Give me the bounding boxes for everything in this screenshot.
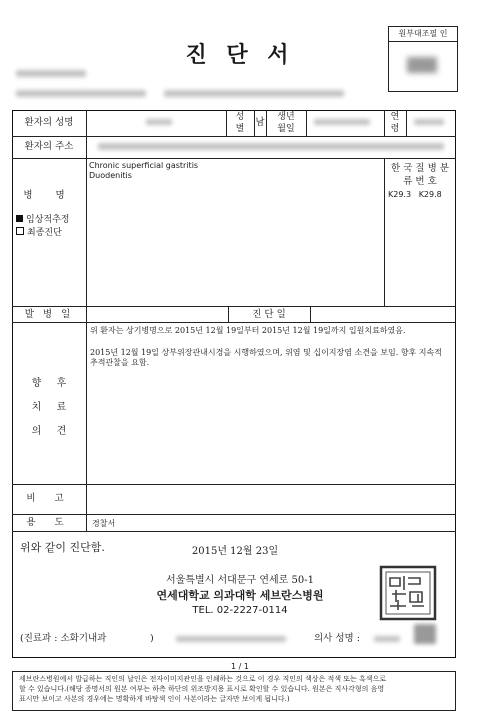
age-label-text: 연령	[390, 112, 400, 134]
diagnosis-line-1: Chronic superficial gastritis	[89, 161, 199, 170]
opinion-char-6: 견	[56, 426, 67, 437]
approval-box	[388, 26, 458, 92]
opinion-char-1: 향	[31, 378, 42, 389]
page-number: 1 / 1	[231, 662, 249, 671]
opinion-char-2: 후	[56, 378, 67, 389]
age-label	[384, 111, 406, 135]
footer-notice	[12, 671, 456, 711]
opinion-char-5: 의	[31, 426, 42, 437]
footer-line-3: 표시만 보이고 사본의 경우에는 명확하게 바탕색 인이 사본이라는 글자만 보이게 됩니다.)	[19, 695, 290, 703]
onset-label: 발 병 일	[24, 309, 74, 320]
patient-name-redacted	[146, 119, 172, 125]
document-title: 진 단 서	[185, 42, 295, 68]
final-option-label: 최종진단	[27, 228, 62, 238]
redacted-doc-id	[16, 90, 146, 97]
redacted-doctor-name	[374, 636, 400, 642]
opinion-label	[12, 372, 86, 444]
address-redacted	[98, 143, 444, 150]
certify-text: 위와 같이 진단함.	[20, 541, 105, 554]
kcd-codes: K29.3 K29.8	[388, 190, 442, 199]
final-option	[16, 227, 86, 239]
clinical-option-label: 임상적추정	[26, 215, 70, 225]
redacted-reg-number	[164, 90, 344, 97]
hospital-name: 연세대학교 의과대학 세브란스병원	[156, 589, 324, 602]
opinion-char-3: 치	[31, 402, 42, 413]
sex-label	[226, 111, 254, 135]
purpose-value: 경찰서	[92, 519, 116, 528]
doctor-name-label: 의사 성명 :	[314, 633, 360, 644]
approval-stamp-redacted	[407, 57, 437, 73]
footer-line-1: 세브란스병원에서 발급하는 직인의 날인은 전자이미지관인을 인쇄하는 것으로 이 경우 직인의 색상은 적색 또는 흑색으로	[19, 675, 387, 683]
diag-date-label: 진 단 일	[252, 309, 286, 320]
sex-value: 남	[255, 117, 265, 128]
official-seal-icon	[378, 564, 438, 622]
approval-label: 원부대조필 인	[389, 27, 457, 42]
disease-label: 병 명	[23, 190, 75, 201]
sex-label-text: 성별	[235, 112, 245, 134]
department-close: )	[150, 633, 154, 644]
opinion-line-2: 2015년 12월 19일 상부위장관내시경을 시행하였으며, 위염 및 십이지장염 소견을 보임. 향후 지속적 추적관찰을 요함.	[90, 348, 442, 367]
opinion-line-1: 위 환자는 상기병명으로 2015년 12월 19일부터 2015년 12월 19일까지 입원치료하였음.	[90, 326, 406, 335]
redacted-doc-number	[16, 70, 86, 77]
redacted-doctor-signature	[414, 624, 436, 644]
checkbox-checked-icon	[16, 215, 23, 222]
diagnosis-line-2: Duodenitis	[89, 171, 132, 180]
footer-line-2: 할 수 있습니다.(해당 증명서의 원본 여부는 하측 하단의 위조방지용 표시로 확인할 수 있습니다. 원본은 직사각형의 음영	[19, 685, 385, 693]
age-redacted	[414, 119, 444, 125]
purpose-label: 용 도	[26, 517, 72, 528]
kcd-label: 한 국 질 병 분 류 번 호	[391, 163, 449, 187]
remarks-label: 비 고	[26, 493, 72, 504]
checkbox-empty-icon	[16, 227, 24, 235]
birth-label-text: 생년월일	[277, 112, 295, 134]
address-label: 환자의 주소	[24, 141, 74, 152]
department-label: (진료과 : 소화기내과	[20, 633, 107, 644]
patient-name-label: 환자의 성명	[24, 117, 74, 128]
opinion-char-4: 료	[56, 402, 67, 413]
redacted-doctor-license	[176, 636, 286, 642]
hospital-address: 서울특별시 서대문구 연세로 50-1	[166, 575, 314, 586]
issue-date: 2015년 12월 23일	[191, 546, 279, 557]
birth-label	[266, 111, 306, 135]
hospital-tel: TEL. 02-2227-0114	[192, 605, 288, 616]
birth-date-redacted	[314, 119, 370, 125]
clinical-option	[16, 214, 86, 226]
